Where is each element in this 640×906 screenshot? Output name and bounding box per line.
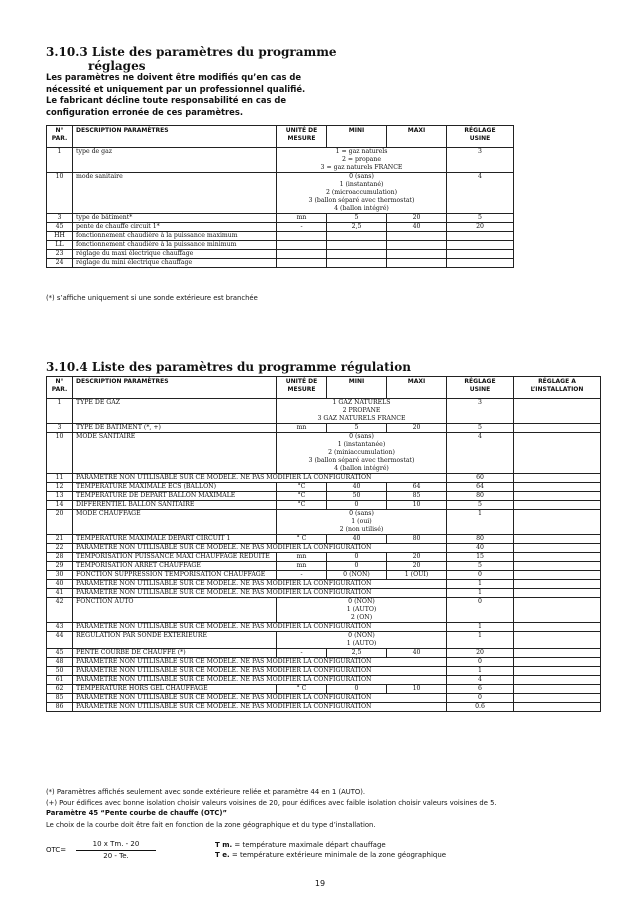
param-maxi <box>387 250 447 259</box>
param-description: TEMPORISATION ARRÊT CHAUFFAGE <box>73 562 277 571</box>
param-mini: 50 <box>327 492 387 501</box>
param-description: type de gaz <box>73 148 277 173</box>
param-installation <box>514 424 601 433</box>
param-maxi: 64 <box>387 483 447 492</box>
header-maxi: MAXI <box>387 126 447 148</box>
param-description: fonctionnement chaudière à la puissance minimum <box>73 241 277 250</box>
param-usine: 6 <box>447 685 514 694</box>
formula-numerator: 10 x Tm. - 20 <box>92 840 140 848</box>
param-usine: 1 <box>447 632 514 649</box>
param-number: 43 <box>47 623 73 632</box>
param-maxi <box>387 232 447 241</box>
table-header-row <box>47 377 601 399</box>
param-installation <box>514 510 601 535</box>
param-mini <box>327 250 387 259</box>
param-number: 86 <box>47 703 73 712</box>
legend-key-te: T e. <box>215 851 230 859</box>
param-installation <box>514 658 601 667</box>
param-description: TEMPÉRATURE HORS GEL CHAUFFAGE <box>73 685 277 694</box>
param-number: 10 <box>47 173 73 214</box>
param-value-option: 1 (instantané) <box>339 181 384 188</box>
param-maxi: 80 <box>387 535 447 544</box>
table-row <box>47 259 514 268</box>
table-row <box>47 501 601 510</box>
param-mini: 2,5 <box>327 223 387 232</box>
param-mini: 40 <box>327 483 387 492</box>
param-unit <box>277 241 327 250</box>
param-number: 11 <box>47 474 73 483</box>
param-unavailable-note: PARAMÈTRE NON UTILISABLE SUR CE MODÈLE. NE PAS MODIFIER LA CONFIGURATION <box>73 623 447 632</box>
header-installation: RÉGLAGE A L’INSTALLATION <box>514 377 601 399</box>
param-values <box>277 598 447 623</box>
param-unit: ° C <box>277 535 327 544</box>
param-description: TYPE DE BÂTIMENT (*, +) <box>73 424 277 433</box>
legend-te <box>215 850 446 860</box>
param-value-option: 0 (sans) <box>349 173 374 180</box>
param-usine: 20 <box>447 223 514 232</box>
param-unit: - <box>277 223 327 232</box>
param-installation <box>514 703 601 712</box>
table-row <box>47 173 514 214</box>
param-usine: 5 <box>447 424 514 433</box>
param-mini <box>327 241 387 250</box>
param-unit <box>277 250 327 259</box>
table-row <box>47 703 601 712</box>
param-number: 1 <box>47 148 73 173</box>
param-maxi: 40 <box>387 223 447 232</box>
param-unit: mn <box>277 562 327 571</box>
param-number: 14 <box>47 501 73 510</box>
legend-text-tm: = température maximale départ chauffage <box>232 841 386 849</box>
param-unit <box>277 232 327 241</box>
param-unavailable-note: PARAMÈTRE NON UTILISABLE SUR CE MODÈLE. NE PAS MODIFIER LA CONFIGURATION <box>73 676 447 685</box>
param-number: 42 <box>47 598 73 623</box>
param-unavailable-note: PARAMÈTRE NON UTILISABLE SUR CE MODÈLE. NE PAS MODIFIER LA CONFIGURATION <box>73 658 447 667</box>
table-row <box>47 571 601 580</box>
header-unit: UNITÉ DE MESURE <box>277 377 327 399</box>
param-unit: mn <box>277 424 327 433</box>
param-usine: 1 <box>447 589 514 598</box>
param-description: fonctionnement chaudière à la puissance maximum <box>73 232 277 241</box>
param-unavailable-note: PARAMÈTRE NON UTILISABLE SUR CE MODÈLE. NE PAS MODIFIER LA CONFIGURATION <box>73 694 447 703</box>
param-value-option: 3 GAZ NATURELS FRANCE <box>317 415 406 422</box>
param-value-option: 2 PROPANE <box>342 407 381 414</box>
param-mini: 0 <box>327 562 387 571</box>
param-usine: 15 <box>447 553 514 562</box>
param-usine: 0.6 <box>447 703 514 712</box>
table-row <box>47 589 601 598</box>
header-num: N° PAR. <box>47 126 73 148</box>
param-usine: 1 <box>447 580 514 589</box>
param-description: MODE SANITAIRE <box>73 433 277 474</box>
param-description: REGULATION PAR SONDE EXTERIEURE <box>73 632 277 649</box>
param-description: pente de chauffe circuit 1* <box>73 223 277 232</box>
param-mini <box>327 232 387 241</box>
param-number: 40 <box>47 580 73 589</box>
param-number: 29 <box>47 562 73 571</box>
param-value-option: 1 (instantanée) <box>337 441 386 448</box>
table-row <box>47 580 601 589</box>
param-installation <box>514 474 601 483</box>
param-number: 61 <box>47 676 73 685</box>
param-values <box>277 173 447 214</box>
param-mini: 0 <box>327 501 387 510</box>
param-value-option: 1 GAZ NATURELS <box>332 399 391 406</box>
param-number: 1 <box>47 399 73 424</box>
param-usine: 3 <box>447 399 514 424</box>
param-unavailable-note: PARAMÈTRE NON UTILISABLE SUR CE MODÈLE. NE PAS MODIFIER LA CONFIGURATION <box>73 544 447 553</box>
param-usine: 3 <box>447 148 514 173</box>
table-reglages <box>46 125 514 268</box>
table-row <box>47 510 601 535</box>
param-mini: 2,5 <box>327 649 387 658</box>
param-unit: °C <box>277 492 327 501</box>
param-value-option: 3 (ballon séparé avec thermostat) <box>308 457 415 464</box>
param-unavailable-note: PARAMÈTRE NON UTILISABLE SUR CE MODÈLE. NE PAS MODIFIER LA CONFIGURATION <box>73 667 447 676</box>
table-row <box>47 483 601 492</box>
param-unit: mn <box>277 214 327 223</box>
param-description: TEMPORISATION PUISSANCE MAXI CHAUFFAGE RÉDUITE <box>73 553 277 562</box>
param-unavailable-note: PARAMÈTRE NON UTILISABLE SUR CE MODÈLE. NE PAS MODIFIER LA CONFIGURATION <box>73 474 447 483</box>
param-value-option: 1 (AUTO) <box>346 640 377 647</box>
param-installation <box>514 571 601 580</box>
table-row <box>47 433 601 474</box>
otc-formula <box>46 840 166 866</box>
header-num: N° PAR. <box>47 377 73 399</box>
param-value-option: 0 (NON) <box>348 598 375 605</box>
note-star: (*) Paramètres affichés seulement avec sonde extérieure reliée et paramètre 44 en 1 (AUTO). <box>46 788 366 796</box>
param-usine: 0 <box>447 571 514 580</box>
param-unavailable-note: PARAMÈTRE NON UTILISABLE SUR CE MODÈLE. NE PAS MODIFIER LA CONFIGURATION <box>73 703 447 712</box>
param-number: 3 <box>47 424 73 433</box>
param-installation <box>514 649 601 658</box>
formula-label: OTC= <box>46 846 67 854</box>
param-description: PENTE COURBE DE CHAUFFE (*) <box>73 649 277 658</box>
param-number: 45 <box>47 649 73 658</box>
header-mini: MINI <box>327 126 387 148</box>
param-description: type de bâtiment* <box>73 214 277 223</box>
param-usine: 1 <box>447 510 514 535</box>
param-maxi: 40 <box>387 649 447 658</box>
param-number: 62 <box>47 685 73 694</box>
table-row <box>47 562 601 571</box>
param-usine: 60 <box>447 474 514 483</box>
param-maxi <box>387 259 447 268</box>
param-number: 24 <box>47 259 73 268</box>
param-value-option: 4 (ballon intégré) <box>334 465 389 472</box>
param-maxi: 10 <box>387 501 447 510</box>
header-desc: DESCRIPTION PARAMÈTRES <box>73 126 277 148</box>
param-mini: 0 <box>327 553 387 562</box>
legend-tm <box>215 840 446 850</box>
param-usine: 64 <box>447 483 514 492</box>
param-number: 41 <box>47 589 73 598</box>
param-number: 48 <box>47 658 73 667</box>
param-value-option: 3 (ballon séparé avec thermostat) <box>308 197 415 204</box>
table-row <box>47 676 601 685</box>
param-unit: ° C <box>277 685 327 694</box>
page-number: 19 <box>314 879 326 888</box>
param-maxi: 85 <box>387 492 447 501</box>
param-usine: 4 <box>447 433 514 474</box>
header-unit: UNITÉ DE MESURE <box>277 126 327 148</box>
param-value-option: 3 = gaz naturels FRANCE <box>320 164 403 171</box>
param-installation <box>514 685 601 694</box>
param-usine: 4 <box>447 676 514 685</box>
param-number: 12 <box>47 483 73 492</box>
header-mini: MINI <box>327 377 387 399</box>
formula-denominator: 20 - Te. <box>103 852 129 860</box>
table-row <box>47 694 601 703</box>
table-header-row <box>47 126 514 148</box>
title-line-2: réglages <box>88 59 146 73</box>
param-installation <box>514 694 601 703</box>
param-value-option: 0 (sans) <box>349 510 374 517</box>
param-installation <box>514 580 601 589</box>
param-values <box>277 632 447 649</box>
param-number: 22 <box>47 544 73 553</box>
param-number: 10 <box>47 433 73 474</box>
table-row <box>47 658 601 667</box>
param-description: réglage du maxi électrique chauffage <box>73 250 277 259</box>
section-title-reglages <box>46 45 337 73</box>
param-usine: 1 <box>447 623 514 632</box>
param-number: HH <box>47 232 73 241</box>
param-value-option: 2 (microaccumulation) <box>325 189 398 196</box>
param-description: FONCTION AUTO <box>73 598 277 623</box>
param-usine <box>447 241 514 250</box>
param-number: 45 <box>47 223 73 232</box>
table-row <box>47 474 601 483</box>
param-mini: 0 <box>327 685 387 694</box>
param-maxi: 1 (OUI) <box>387 571 447 580</box>
param-values <box>277 399 447 424</box>
param-description: FONCTION SUPPRESSION TEMPORISATION CHAUFFAGE <box>73 571 277 580</box>
param-description: TYPE DE GAZ <box>73 399 277 424</box>
param-mini: 40 <box>327 535 387 544</box>
param-mini: 0 (NON) <box>327 571 387 580</box>
param-usine: 4 <box>447 173 514 214</box>
param-description: TEMPERATURE MAXIMALE ECS (BALLON) <box>73 483 277 492</box>
param-unavailable-note: PARAMÈTRE NON UTILISABLE SUR CE MODÈLE. NE PAS MODIFIER LA CONFIGURATION <box>73 589 447 598</box>
legend-text-te: = température extérieure minimale de la zone géographique <box>229 851 447 859</box>
table-row <box>47 685 601 694</box>
footnote-reglages: (*) s’affiche uniquement si une sonde extérieure est branchée <box>46 294 258 302</box>
param-value-option: 2 (non utilisé) <box>339 526 384 533</box>
param-maxi: 20 <box>387 562 447 571</box>
table-row <box>47 535 601 544</box>
header-desc: DESCRIPTION PARAMÈTRES <box>73 377 277 399</box>
table-row <box>47 667 601 676</box>
param-unit: mn <box>277 553 327 562</box>
param-number: 28 <box>47 553 73 562</box>
param-values <box>277 510 447 535</box>
table-row <box>47 424 601 433</box>
table-row <box>47 148 514 173</box>
param-installation <box>514 544 601 553</box>
param-value-option: 2 = propane <box>342 156 381 163</box>
table-regulation <box>46 376 601 712</box>
param-values <box>277 148 447 173</box>
param-installation <box>514 483 601 492</box>
title-line-1: 3.10.3 Liste des paramètres du programme <box>46 45 337 59</box>
param-unit <box>277 259 327 268</box>
note-plus: (+) Pour édifices avec bonne isolation choisir valeurs voisines de 20, pour édifices avec faible isolation choisir valeurs voisines de 5. <box>46 799 497 807</box>
param-usine <box>447 250 514 259</box>
table-row <box>47 544 601 553</box>
warning-text: Les paramètres ne doivent être modifiés qu’en cas de nécessité et uniquement par un professionnel qualifié. Le fabricant décline toute responsabilité en cas de configuration erronée de ces paramètres. <box>46 72 306 117</box>
param-installation <box>514 562 601 571</box>
param-number: 13 <box>47 492 73 501</box>
param-usine: 0 <box>447 694 514 703</box>
table-row <box>47 553 601 562</box>
param-installation <box>514 399 601 424</box>
table-row <box>47 250 514 259</box>
param-value-option: 1 (AUTO) <box>346 606 377 613</box>
param-usine: 5 <box>447 214 514 223</box>
fraction-bar <box>76 850 156 851</box>
param-value-option: 0 (NON) <box>348 632 375 639</box>
table-row <box>47 223 514 232</box>
param-number: 85 <box>47 694 73 703</box>
param-installation <box>514 632 601 649</box>
param-number: 44 <box>47 632 73 649</box>
param-number: LL <box>47 241 73 250</box>
param-usine: 80 <box>447 535 514 544</box>
param-number: 50 <box>47 667 73 676</box>
table-row <box>47 649 601 658</box>
param-usine: 5 <box>447 562 514 571</box>
header-usine: RÉGLAGE USINE <box>447 126 514 148</box>
param-usine: 0 <box>447 658 514 667</box>
param-usine <box>447 259 514 268</box>
param-unit: - <box>277 649 327 658</box>
param-value-option: 1 = gaz naturels <box>335 148 388 155</box>
param-value-option: 1 (oui) <box>351 518 372 525</box>
param-unit: °C <box>277 501 327 510</box>
header-maxi: MAXI <box>387 377 447 399</box>
param-unavailable-note: PARAMÈTRE NON UTILISABLE SUR CE MODÈLE. NE PAS MODIFIER LA CONFIGURATION <box>73 580 447 589</box>
param-maxi: 20 <box>387 553 447 562</box>
param-maxi: 10 <box>387 685 447 694</box>
param-usine: 5 <box>447 501 514 510</box>
table-row <box>47 598 601 623</box>
param-installation <box>514 501 601 510</box>
param-usine: 0 <box>447 598 514 623</box>
param-unit: °C <box>277 483 327 492</box>
param-number: 20 <box>47 510 73 535</box>
param-description: réglage du mini électrique chauffage <box>73 259 277 268</box>
param-maxi: 20 <box>387 424 447 433</box>
section-title-regulation: 3.10.4 Liste des paramètres du programme régulation <box>46 360 411 374</box>
param45-text: Le choix de la courbe doit être fait en fonction de la zone géographique et du type d’installation. <box>46 821 376 829</box>
param-description: TEMPERATURE DE DEPART BALLON MAXIMALE <box>73 492 277 501</box>
param-installation <box>514 535 601 544</box>
param-installation <box>514 623 601 632</box>
table-row <box>47 241 514 250</box>
param-description: mode sanitaire <box>73 173 277 214</box>
param-number: 3 <box>47 214 73 223</box>
param-usine <box>447 232 514 241</box>
param-installation <box>514 676 601 685</box>
param-installation <box>514 598 601 623</box>
header-usine: RÉGLAGE USINE <box>447 377 514 399</box>
param-number: 30 <box>47 571 73 580</box>
param-usine: 40 <box>447 544 514 553</box>
param-installation <box>514 492 601 501</box>
param-maxi: 20 <box>387 214 447 223</box>
param-value-option: 4 (ballon intégré) <box>334 205 389 212</box>
param-value-option: 2 (miniaccumulation) <box>328 449 395 456</box>
param-installation <box>514 433 601 474</box>
param-installation <box>514 589 601 598</box>
param-description: MODE CHAUFFAGE <box>73 510 277 535</box>
param-description: DIFFERENTIEL BALLON SANITAIRE <box>73 501 277 510</box>
table-row <box>47 492 601 501</box>
param-maxi <box>387 241 447 250</box>
legend-key-tm: T m. <box>215 841 233 849</box>
param-number: 21 <box>47 535 73 544</box>
param-value-option: 2 (ON) <box>350 614 373 621</box>
param-mini: 5 <box>327 214 387 223</box>
param-usine: 80 <box>447 492 514 501</box>
param-mini <box>327 259 387 268</box>
param-installation <box>514 553 601 562</box>
param-usine: 1 <box>447 667 514 676</box>
param-mini: 5 <box>327 424 387 433</box>
table-row <box>47 214 514 223</box>
param-values <box>277 433 447 474</box>
param-value-option: 0 (sans) <box>349 433 374 440</box>
param45-title: Paramètre 45 “Pente courbe de chauffe (OTC)” <box>46 809 227 817</box>
formula-legend <box>215 840 446 860</box>
param-unit: - <box>277 571 327 580</box>
param-description: TEMPÉRATURE MAXIMALE DEPART CIRCUIT 1 <box>73 535 277 544</box>
table-row <box>47 399 601 424</box>
table-row <box>47 623 601 632</box>
param-usine: 20 <box>447 649 514 658</box>
param-number: 23 <box>47 250 73 259</box>
table-row <box>47 632 601 649</box>
table-row <box>47 232 514 241</box>
param-installation <box>514 667 601 676</box>
